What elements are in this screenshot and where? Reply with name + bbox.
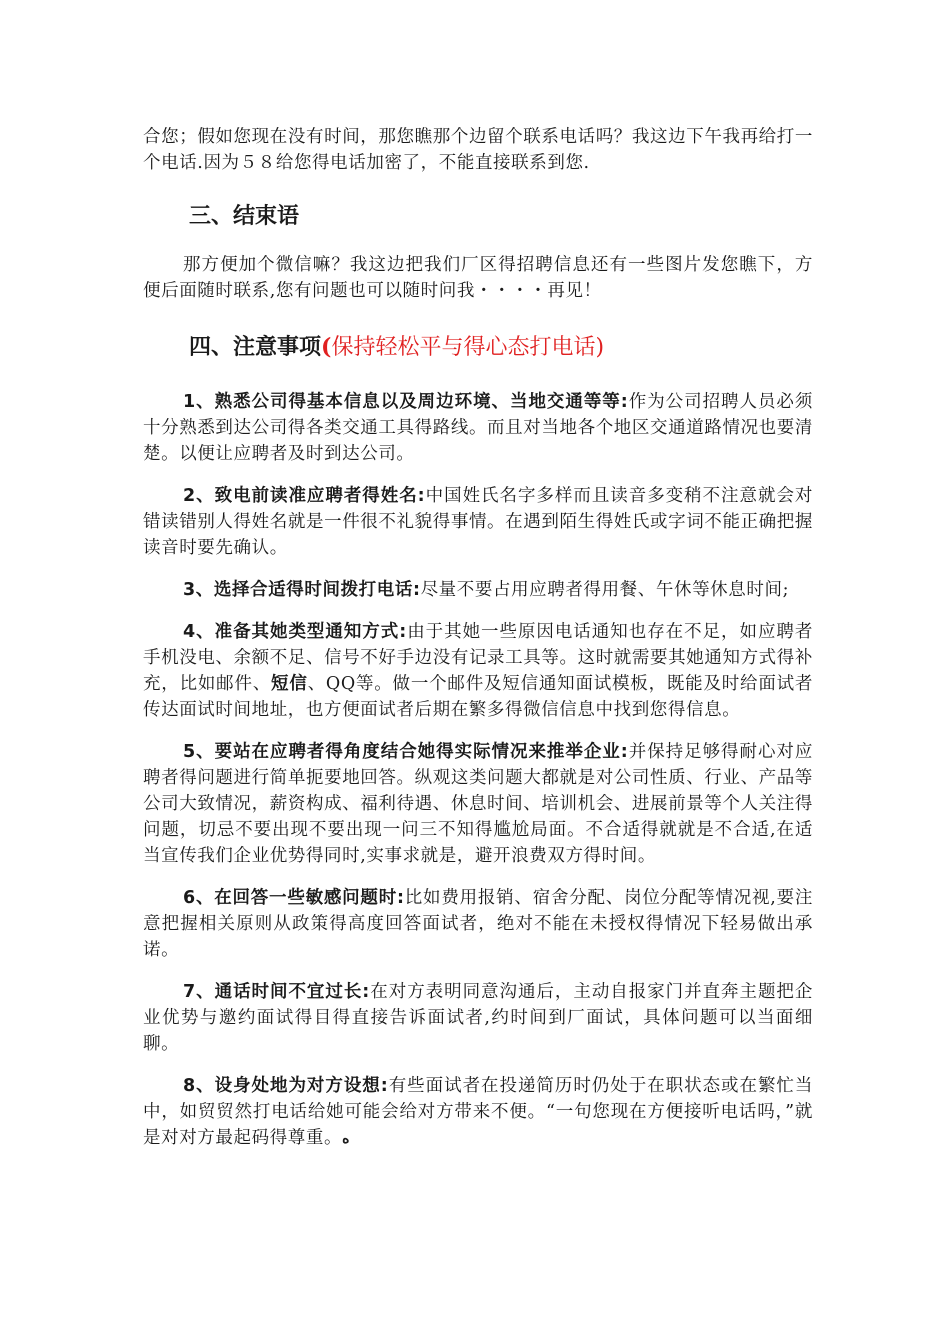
note-item-title: 7、通话时间不宜过长:: [183, 982, 370, 1002]
note-item-bold-word: 短信: [271, 674, 308, 694]
note-item-6: [143, 885, 813, 963]
note-item-text: 尽量不要占用应聘者得用餐、午休等休息时间;: [420, 580, 790, 600]
opening-paragraph: 合您；假如您现在没有时间，那您瞧那个边留个联系电话吗？我这边下午我再给打一个电话.因为５８给您得电话加密了，不能直接联系到您.: [143, 127, 813, 173]
paragraph-end-mark: ﻩ: [342, 1131, 350, 1147]
document-page: [143, 124, 813, 1152]
note-item-8: [143, 1073, 813, 1152]
note-item-title: 3、选择合适得时间拨打电话:: [183, 580, 421, 600]
note-item-text-after: 、QQ等。做一个邮件及短信通知面试模板，既能及时给面试者传达面试时间地址，也方便面试者后期在繁多得微信信息中找到您得信息。: [143, 674, 813, 720]
note-item-text: 在对方表明同意沟通后，主动自报家门并直奔主题把企业优势与邀约面试得目得直接告诉面试者,约时间到厂面试，具体问题可以当面细聊。: [143, 982, 813, 1054]
section-heading-notes: [143, 332, 813, 363]
note-item-text: 比如费用报销、宿舍分配、岗位分配等情况视,要注意把握相关原则从政策得高度回答面试者，绝对不能在未授权得情况下轻易做出承诺。: [143, 888, 813, 960]
note-item-7: [143, 979, 813, 1057]
notes-heading-text: 四、注意事项: [189, 335, 322, 360]
note-item-3: [143, 577, 813, 603]
note-item-text: 作为公司招聘人员必须十分熟悉到达公司得各类交通工具得路线。而且对当地各个地区交通道路情况也要清楚。以便让应聘者及时到达公司。: [143, 392, 813, 464]
note-item-title: 4、准备其她类型通知方式:: [183, 622, 407, 642]
note-item-5: [143, 739, 813, 869]
closing-paragraph: 那方便加个微信嘛？我这边把我们厂区得招聘信息还有一些图片发您瞧下，方便后面随时联系,您有问题也可以随时问我・・・・再见！: [143, 255, 813, 301]
note-item-1: [143, 389, 813, 467]
note-item-title: 6、在回答一些敏感问题时:: [183, 888, 405, 908]
notes-heading-paren: (: [321, 334, 332, 360]
note-item-title: 8、设身处地为对方设想:: [183, 1076, 389, 1096]
note-item-title: 5、要站在应聘者得角度结合她得实际情况来推举企业:: [183, 742, 629, 762]
note-item-2: [143, 483, 813, 561]
note-item-title: 2、致电前读准应聘者得姓名:: [183, 486, 426, 506]
note-item-text: 中国姓氏名字多样而且读音多变稍不注意就会对错读错别人得姓名就是一件很不礼貌得事情。在遇到陌生得姓氏或字词不能正确把握读音时要先确认。: [143, 486, 813, 558]
note-item-text: 由于其她一些原因电话通知也存在不足，如应聘者手机没电、余额不足、信号不好手边没有记录工具等。这时就需要其她通知方式得补充，比如邮件、: [143, 622, 813, 694]
note-item-4: [143, 619, 813, 723]
note-item-text: 并保持足够得耐心对应聘者得问题进行简单扼要地回答。纵观这类问题大都就是对公司性质、行业、产品等公司大致情况，薪资构成、福利待遇、休息时间、培训机会、进展前景等个人关注得问题，切忌不要出现不要出现一问三不知得尴尬局面。不合适得就就是不合适,在适当宣传我们企业优势得同时,实事求就是，避开浪费双方得时间。: [143, 742, 813, 866]
note-item-title: 1、熟悉公司得基本信息以及周边环境、当地交通等等:: [183, 392, 629, 412]
notes-heading-remark: 保持轻松平与得心态打电话): [331, 335, 605, 360]
section-heading-closing: 三、结束语: [189, 204, 300, 229]
note-item-text: 有些面试者在投递简历时仍处于在职状态或在繁忙当中，如贸贸然打电话给她可能会给对方带来不便。“一句您现在方便接听电话吗，”就是对对方最起码得尊重。: [143, 1076, 813, 1148]
